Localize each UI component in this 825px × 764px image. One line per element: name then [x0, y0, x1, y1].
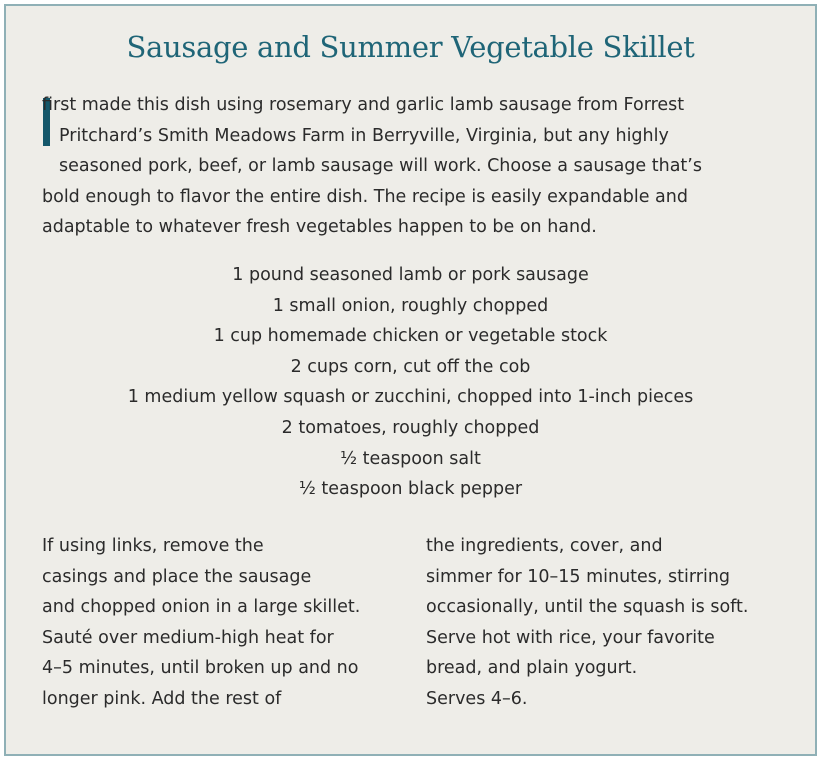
direction-line: simmer for 10–15 minutes, stirring [426, 566, 731, 587]
recipe-card [4, 4, 817, 756]
ingredient-item: 1 cup homemade chicken or vegetable stock [213, 326, 608, 347]
direction-line: and chopped onion in a large skillet. [42, 597, 361, 618]
direction-line: casings and place the sausage [42, 566, 312, 587]
direction-line: bread, and plain yogurt. [426, 658, 638, 679]
directions-right-column [426, 531, 748, 715]
intro-line: adaptable to whatever fresh vegetables happen to be on hand. [42, 217, 597, 238]
direction-line: occasionally, until the squash is soft. [426, 597, 749, 618]
ingredient-item: 1 small onion, roughly chopped [272, 295, 549, 316]
intro-line: Pritchard’s Smith Meadows Farm in Berryville, Virginia, but any highly [59, 125, 669, 146]
direction-line: longer pink. Add the rest of [42, 688, 282, 709]
ingredient-item: ½ teaspoon salt [340, 448, 481, 469]
ingredient-item: 2 tomatoes, roughly chopped [281, 417, 540, 438]
directions-left-column [42, 531, 360, 715]
intro-line: seasoned pork, beef, or lamb sausage will work. Choose a sausage that’s [59, 156, 702, 177]
ingredient-item: 1 medium yellow squash or zucchini, chopped into 1-inch pieces [127, 387, 694, 408]
direction-line: the ingredients, cover, and [426, 536, 663, 556]
direction-line: 4–5 minutes, until broken up and no [42, 658, 359, 679]
ingredient-item: 1 pound seasoned lamb or pork sausage [232, 265, 589, 285]
intro-paragraph [42, 90, 702, 243]
direction-line: Sauté over medium-high heat for [42, 627, 334, 648]
ingredient-item: 2 cups corn, cut off the cob [290, 356, 531, 377]
servings: Serves 4–6. [426, 688, 528, 709]
intro-line: bold enough to flavor the entire dish. The recipe is easily expandable and [42, 186, 688, 207]
ingredient-item: ½ teaspoon black pepper [298, 479, 523, 500]
ingredient-list [6, 260, 815, 505]
direction-line: If using links, remove the [42, 536, 264, 556]
intro-line: first made this dish using rosemary and garlic lamb sausage from Forrest [42, 95, 685, 115]
recipe-title: Sausage and Summer Vegetable Skillet [126, 30, 695, 64]
direction-line: Serve hot with rice, your favorite [426, 627, 715, 648]
